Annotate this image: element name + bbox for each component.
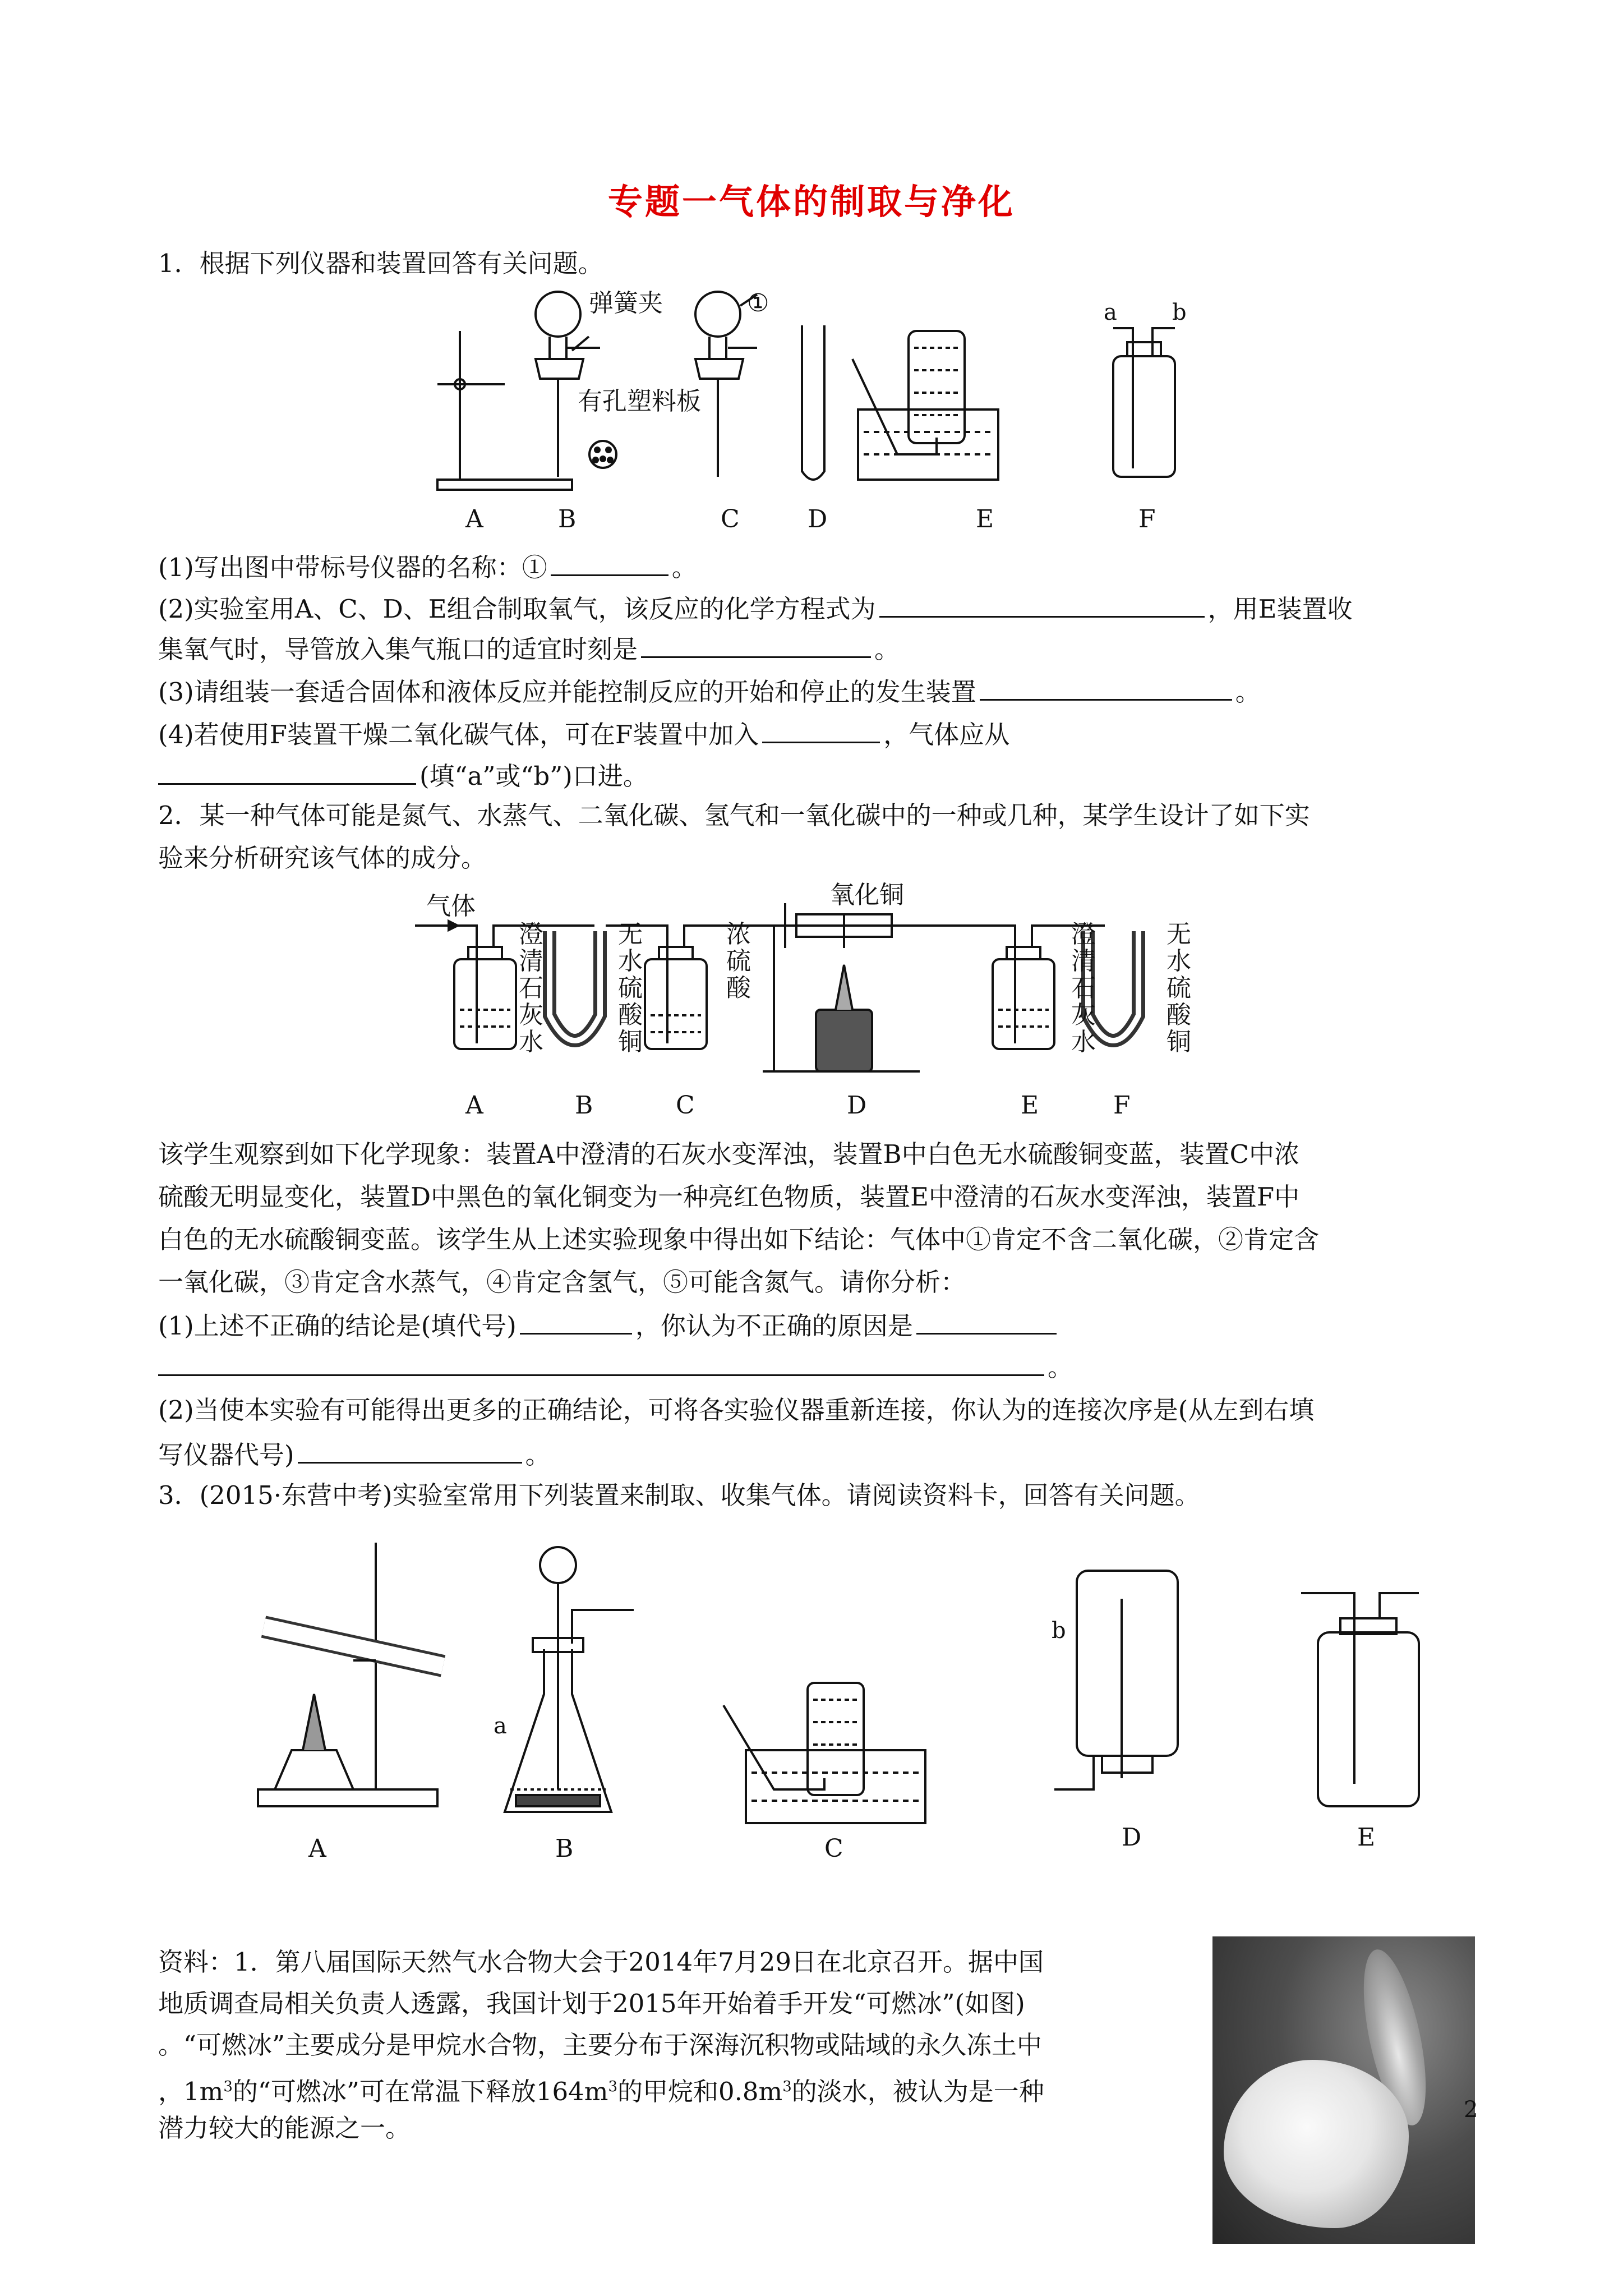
q2-reagent-f: 无水硫酸铜 bbox=[1166, 920, 1191, 1056]
q3-resource-5: 潜力较大的能源之一。 bbox=[158, 2113, 411, 2143]
q2-stem-2: 验来分析研究该气体的成分。 bbox=[158, 843, 487, 873]
q1-label-spring-clip: 弹簧夹 bbox=[589, 289, 663, 318]
q2-part2-cont: 写仪器代号) 。 bbox=[158, 1436, 1476, 1472]
q1-blank-2[interactable] bbox=[879, 590, 1205, 618]
q2-fig-label-d: D bbox=[847, 1091, 867, 1120]
q2-label-cuo: 氧化铜 bbox=[830, 881, 904, 909]
q1-part1: (1)写出图中带标号仪器的名称：① 。 bbox=[158, 549, 1476, 585]
q2-observation-3: 白色的无水硫酸铜变蓝。该学生从上述实验现象中得出如下结论：气体中①肯定不含二氧化碳，②肯定含 bbox=[158, 1225, 1320, 1254]
q3-figure bbox=[241, 1526, 1447, 1874]
q3-fig-label-b: B bbox=[555, 1834, 574, 1863]
q1-part4-cont: (填“a”或“b”)口进。 bbox=[158, 757, 1476, 793]
q2-fig-label-a: A bbox=[465, 1091, 483, 1120]
q2-fig-label-f: F bbox=[1113, 1091, 1131, 1120]
q2-observation-1: 该学生观察到如下化学现象：装置A中澄清的石灰水变浑浊，装置B中白色无水硫酸铜变蓝，装置C中浓 bbox=[158, 1139, 1300, 1169]
q1-label-b: b bbox=[1172, 300, 1187, 325]
q1-fig-label-c: C bbox=[721, 505, 740, 533]
q2-figure bbox=[404, 881, 1245, 1128]
q2-part1-cont: 。 bbox=[158, 1349, 1476, 1384]
q2-reagent-c: 浓硫酸 bbox=[726, 920, 751, 1002]
q2-label-gas: 气体 bbox=[426, 892, 476, 921]
q2-fig-label-b: B bbox=[575, 1091, 593, 1120]
q3-label-a: a bbox=[494, 1713, 507, 1739]
q1-fig-label-b: B bbox=[558, 505, 577, 533]
q2-stem-1: 2．某一种气体可能是氮气、水蒸气、二氧化碳、氢气和一氧化碳中的一种或几种，某学生设计了如下实 bbox=[158, 800, 1310, 830]
q1-blank-1[interactable] bbox=[551, 549, 668, 576]
q3-fig-label-e: E bbox=[1357, 1823, 1376, 1852]
q1-blank-5[interactable] bbox=[762, 716, 880, 743]
q2-fig-label-e: E bbox=[1021, 1091, 1039, 1120]
q1-part2: (2)实验室用A、C、D、E组合制取氧气，该反应的化学方程式为 ，用E装置收 bbox=[158, 590, 1476, 626]
q1-stem: 1．根据下列仪器和装置回答有关问题。 bbox=[158, 249, 603, 278]
q2-part1: (1)上述不正确的结论是(填代号) ，你认为不正确的原因是 bbox=[158, 1307, 1476, 1343]
q1-part3: (3)请组装一套适合固体和液体反应并能控制反应的开始和停止的发生装置 。 bbox=[158, 673, 1476, 709]
q3-resource-2: 地质调查局相关负责人透露，我国计划于2015年开始着手开发“可燃冰”(如图) bbox=[158, 1989, 1025, 2018]
q2-reagent-a: 澄清石灰水 bbox=[519, 920, 543, 1056]
q2-fig-label-c: C bbox=[676, 1091, 695, 1120]
page-title: 专题一气体的制取与净化 bbox=[607, 181, 1015, 222]
q2-blank-4[interactable] bbox=[298, 1436, 522, 1464]
q1-label-marker-1: ① bbox=[747, 289, 769, 318]
q1-fig-label-f: F bbox=[1138, 505, 1156, 533]
q3-resource-3: 。“可燃冰”主要成分是甲烷水合物，主要分布于深海沉积物或陆域的永久冻土中 bbox=[158, 2030, 1043, 2060]
q3-label-b: b bbox=[1052, 1618, 1066, 1644]
q3-resource-1: 资料：1．第八届国际天然气水合物大会于2014年7月29日在北京召开。据中国 bbox=[158, 1947, 1044, 1977]
q3-fig-label-a: A bbox=[308, 1834, 326, 1863]
q3-stem: 3．(2015·东营中考)实验室常用下列装置来制取、收集气体。请阅读资料卡，回答有关问题。 bbox=[158, 1480, 1200, 1510]
q1-part2-cont: 集氧气时，导管放入集气瓶口的适宜时刻是 。 bbox=[158, 631, 1476, 666]
q1-label-porous-plate: 有孔塑料板 bbox=[578, 387, 701, 416]
q1-blank-6[interactable] bbox=[158, 757, 416, 785]
q3-fig-label-c: C bbox=[824, 1834, 843, 1863]
q2-reagent-b: 无水硫酸铜 bbox=[618, 920, 643, 1056]
combustible-ice-photo bbox=[1212, 1936, 1475, 2244]
q1-fig-label-a: A bbox=[465, 505, 483, 533]
q2-blank-2[interactable] bbox=[916, 1307, 1057, 1335]
q2-reagent-e: 澄清石灰水 bbox=[1071, 920, 1096, 1056]
q1-part4: (4)若使用F装置干燥二氧化碳气体，可在F装置中加入 ，气体应从 bbox=[158, 716, 1476, 752]
q1-fig-label-e: E bbox=[976, 505, 994, 533]
q2-part2: (2)当使本实验有可能得出更多的正确结论，可将各实验仪器重新连接，你认为的连接次序是(从左到右填 bbox=[158, 1395, 1315, 1425]
q2-blank-1[interactable] bbox=[520, 1307, 632, 1335]
q2-blank-3[interactable] bbox=[158, 1349, 1044, 1376]
q1-label-a: a bbox=[1104, 300, 1117, 325]
q3-fig-label-d: D bbox=[1122, 1823, 1142, 1852]
page-number: 2 bbox=[1464, 2097, 1478, 2123]
q1-figure bbox=[415, 286, 1245, 550]
q1-blank-3[interactable] bbox=[641, 631, 871, 658]
q1-fig-label-d: D bbox=[808, 505, 828, 533]
q1-blank-4[interactable] bbox=[980, 673, 1232, 701]
q3-resource-4: ，$1m^3$的“可燃冰”可在常温下释放$164m^3$的甲烷和$0.8m^3$的淡水，被认为是一种 bbox=[158, 2077, 1044, 2106]
q2-observation-4: 一氧化碳，③肯定含水蒸气，④肯定含氢气，⑤可能含氮气。请你分析： bbox=[158, 1267, 966, 1297]
q2-observation-2: 硫酸无明显变化，装置D中黑色的氧化铜变为一种亮红色物质，装置E中澄清的石灰水变浑浊，装置F中 bbox=[158, 1182, 1300, 1212]
